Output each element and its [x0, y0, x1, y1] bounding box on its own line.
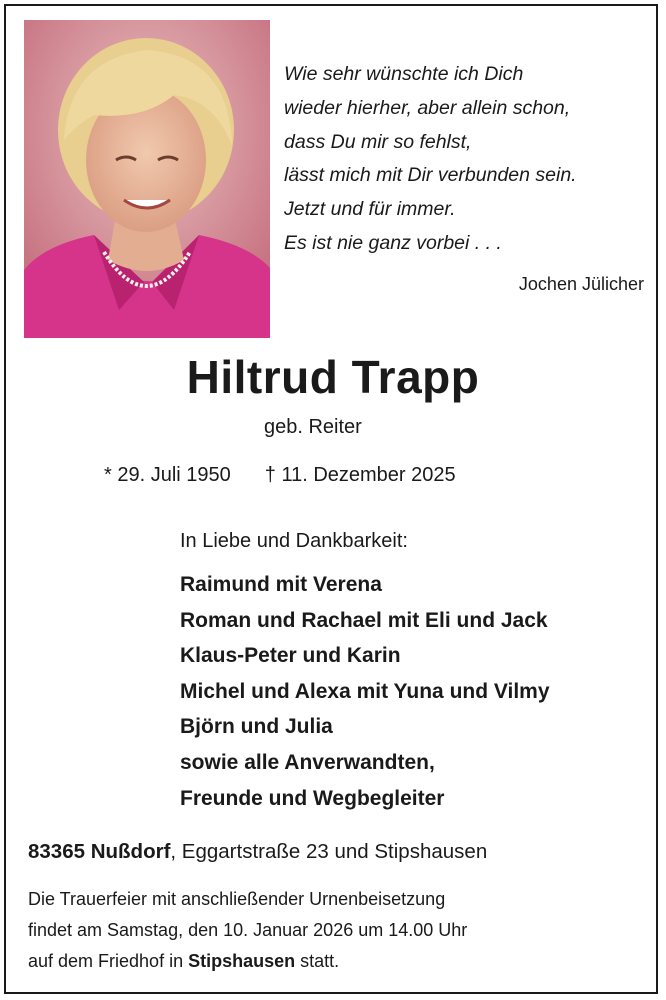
death-date: † 11. Dezember 2025	[264, 464, 456, 486]
poem-line: Jetzt und für immer.	[284, 198, 456, 221]
notice-line3-pre: auf dem Friedhof in	[28, 951, 189, 971]
poem-line: dass Du mir so fehlst,	[284, 130, 472, 153]
mourners-intro: In Liebe und Dankbarkeit:	[180, 530, 408, 552]
address-postal-city: 83365 Nußdorf	[28, 840, 171, 863]
poem-line: Wie sehr wünschte ich Dich	[284, 63, 524, 85]
mourner-line: Freunde und Wegbegleiter	[180, 786, 445, 810]
portrait-photo	[24, 20, 270, 338]
notice-line: Die Trauerfeier mit anschließender Urnenbeisetzung	[28, 889, 446, 909]
poem-line: wieder hierher, aber allein schon,	[284, 96, 571, 119]
address	[28, 840, 487, 864]
poem-line: Es ist nie ganz vorbei . . .	[284, 231, 502, 254]
notice-line: findet am Samstag, den 10. Januar 2026 um 14.00 Uhr	[28, 920, 468, 940]
poem-line: lässt mich mit Dir verbunden sein.	[284, 164, 577, 187]
mourners-list	[180, 567, 550, 816]
notice-place: Stipshausen	[188, 951, 296, 971]
poem	[284, 58, 644, 261]
poem-author: Jochen Jülicher	[518, 274, 644, 294]
deceased-name: Hiltrud Trapp	[186, 351, 480, 403]
birth-date: * 29. Juli 1950	[104, 464, 231, 486]
birth-name: geb. Reiter	[264, 416, 362, 438]
mourner-line: Michel und Alexa mit Yuna und Vilmy	[180, 679, 550, 703]
mourner-line: Klaus-Peter und Karin	[180, 644, 401, 668]
address-rest: , Eggartstraße 23 und Stipshausen	[170, 840, 488, 863]
notice-line	[28, 946, 638, 977]
funeral-notice	[28, 884, 638, 977]
mourner-line: sowie alle Anverwandten,	[180, 750, 435, 774]
life-dates	[104, 464, 456, 487]
mourner-line: Roman und Rachael mit Eli und Jack	[180, 608, 548, 632]
notice-line3-post: statt.	[295, 951, 340, 971]
mourner-line: Raimund mit Verena	[180, 573, 382, 596]
mourner-line: Björn und Julia	[180, 715, 333, 739]
